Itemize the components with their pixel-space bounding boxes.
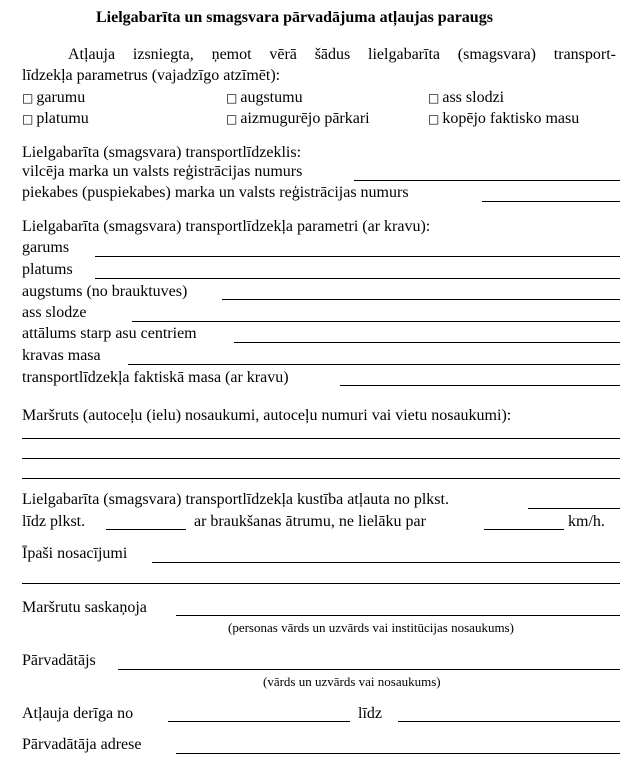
trailer-field[interactable] [482,201,620,202]
route-field-line-3[interactable] [22,478,620,479]
validity-until-label: līdz [358,705,382,722]
tractor-field[interactable] [354,180,620,181]
validity-from-label: Atļauja derīga no [22,705,134,722]
checkbox-icon[interactable]: □ [428,91,440,105]
checkbox-icon[interactable]: □ [226,91,238,105]
movement-speed-label: ar braukšanas ātrumu, ne lielāku par [194,513,426,530]
carrier-address-label: Pārvadātāja adrese [22,736,142,753]
option-rear-overhang[interactable] [226,109,370,129]
option-height[interactable] [226,88,303,108]
movement-until-label: līdz plkst. [22,513,86,530]
param-axle-distance-label: attālums starp asu centriem [22,325,197,342]
param-cargo-mass-field[interactable] [128,364,620,365]
param-width-field[interactable] [95,278,620,279]
carrier-label: Pārvadātājs [22,652,96,669]
param-height-field[interactable] [222,299,620,300]
param-cargo-mass-label: kravas masa [22,347,101,364]
route-heading: Maršruts (autoceļu (ielu) nosaukumi, autoceļu numuri vai vietu nosaukumi): [22,407,512,424]
param-actual-mass-field[interactable] [340,385,620,386]
route-field-line-2[interactable] [22,458,620,459]
checkbox-icon[interactable]: □ [226,112,238,126]
coordination-field[interactable] [176,615,620,616]
param-axle-load-label: ass slodze [22,304,87,321]
page-title: Lielgabarīta un smagsvara pārvadājuma atļaujas paraugs [96,9,493,26]
special-conditions-field-1[interactable] [152,562,620,563]
movement-from-label: Lielgabarīta (smagsvara) transportlīdzekļa kustība atļauta no plkst. [22,491,449,508]
checkbox-icon[interactable]: □ [428,112,440,126]
option-label: platumu [36,110,89,127]
params-heading: Lielgabarīta (smagsvara) transportlīdzekļa parametri (ar kravu): [22,218,431,235]
param-length-label: garums [22,239,70,256]
intro-line-2: līdzekļa parametrus (vajadzīgo atzīmēt): [22,67,281,84]
param-height-label: augstums (no brauktuves) [22,283,188,300]
route-field-line-1[interactable] [22,438,620,439]
checkbox-icon[interactable]: □ [22,91,34,105]
coordination-hint: (personas vārds un uzvārds vai institūcijas nosaukums) [228,620,514,635]
vehicle-heading: Lielgabarīta (smagsvara) transportlīdzeklis: [22,144,302,161]
param-axle-load-field[interactable] [132,321,620,322]
option-width[interactable] [22,109,89,129]
carrier-address-field[interactable] [176,753,620,754]
validity-from-field[interactable] [168,721,350,722]
movement-speed-field[interactable] [484,529,564,530]
movement-until-field[interactable] [106,529,186,530]
param-length-field[interactable] [95,256,620,257]
special-conditions-field-2[interactable] [22,583,620,584]
param-axle-distance-field[interactable] [234,342,620,343]
option-total-mass[interactable] [428,109,579,129]
carrier-field[interactable] [118,669,620,670]
tractor-label: vilcēja marka un valsts reģistrācijas numurs [22,163,303,180]
checkbox-icon[interactable]: □ [22,112,34,126]
option-axle-load[interactable] [428,88,504,108]
speed-unit: km/h. [568,513,605,530]
option-label: kopējo faktisko masu [442,110,580,127]
special-conditions-label: Īpaši nosacījumi [22,545,128,562]
movement-from-field[interactable] [528,508,620,509]
coordination-label: Maršrutu saskaņoja [22,599,147,616]
param-actual-mass-label: transportlīdzekļa faktiskā masa (ar kravu) [22,369,289,386]
option-label: garumu [36,89,86,106]
option-label: ass slodzi [442,89,505,106]
intro-line-1: Atļauja izsniegta, ņemot vērā šādus lielgabarīta (smagsvara) transport- [68,46,616,63]
validity-until-field[interactable] [398,721,620,722]
param-width-label: platums [22,261,73,278]
carrier-hint: (vārds un uzvārds vai nosaukums) [263,674,441,689]
trailer-label: piekabes (puspiekabes) marka un valsts reģistrācijas numurs [22,184,409,201]
option-length[interactable] [22,88,85,108]
option-label: augstumu [240,89,303,106]
option-label: aizmugurējo pārkari [240,110,370,127]
